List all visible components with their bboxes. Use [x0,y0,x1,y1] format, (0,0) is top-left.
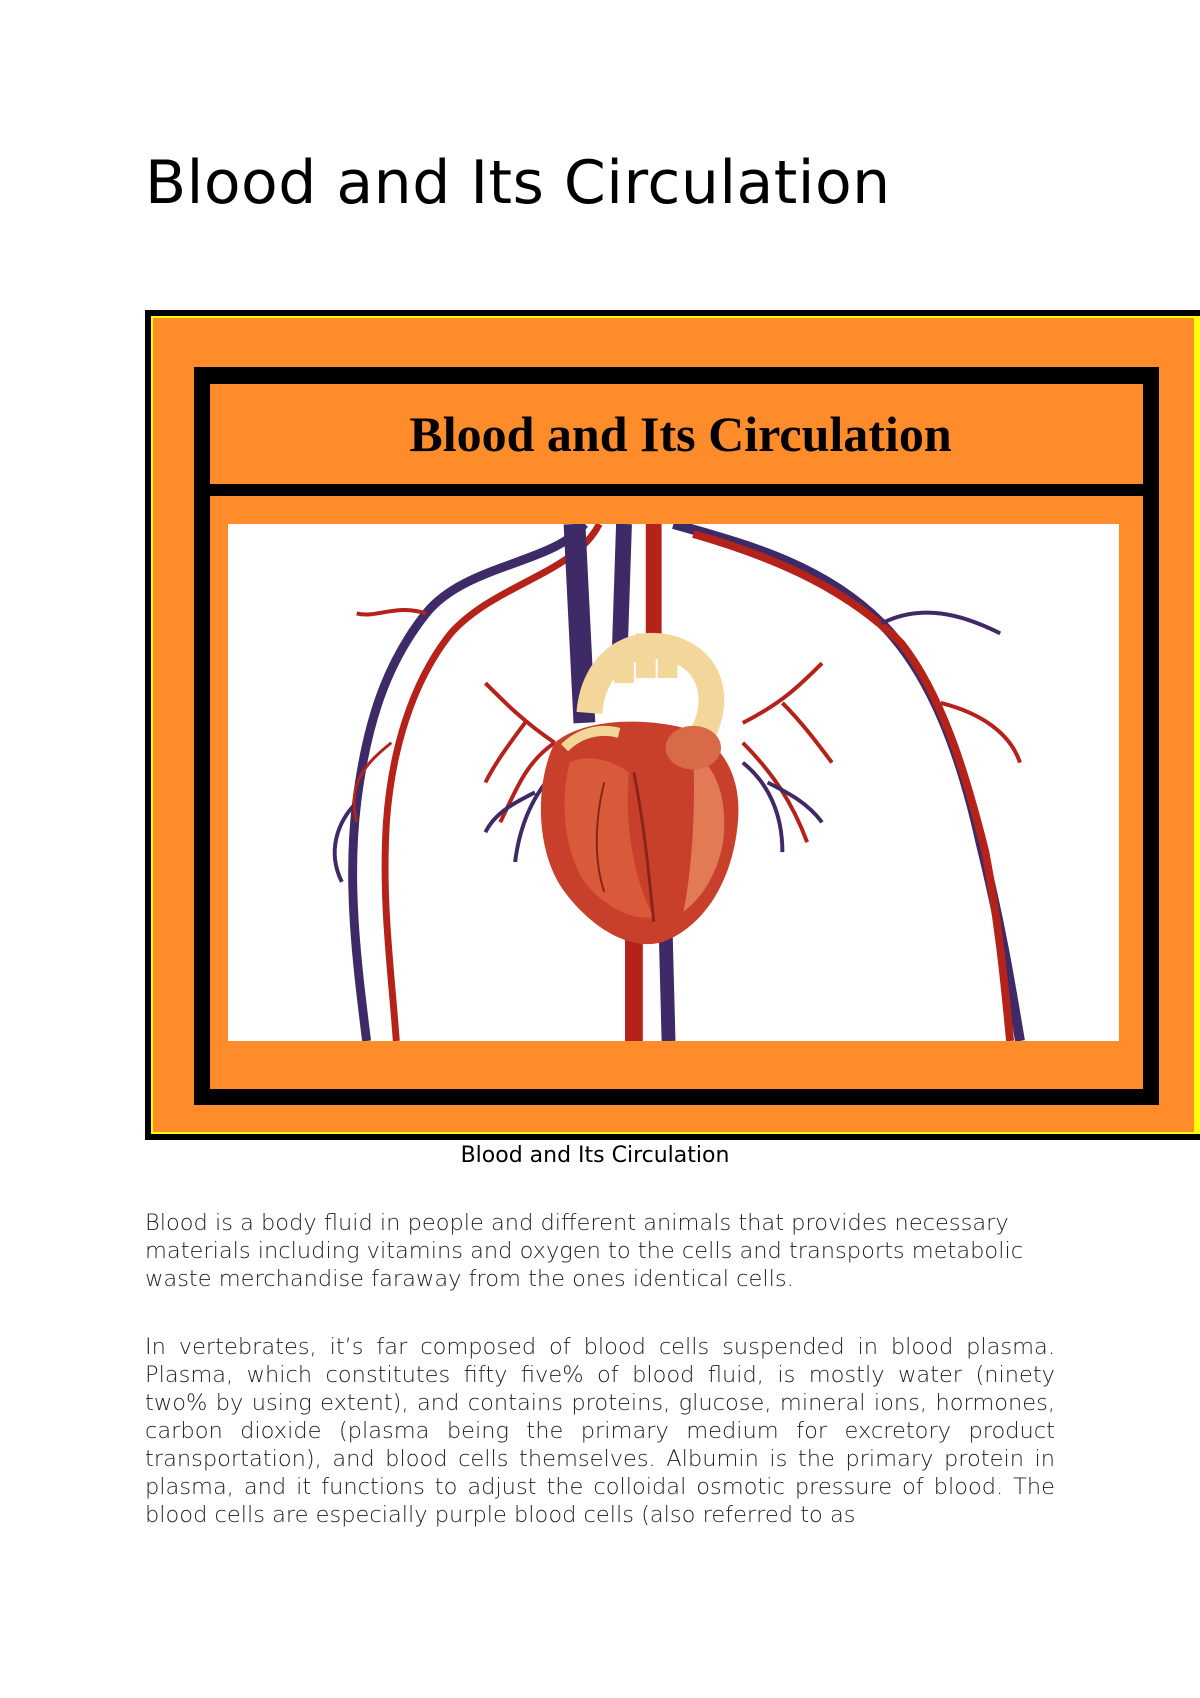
figure-caption-text: Blood and Its Circulation [460,1143,730,1168]
page-title: Blood and Its Circulation [145,148,891,218]
figure-frame [145,310,1200,1140]
figure-caption [0,1143,1200,1168]
figure-banner-text: Blood and Its Circulation [409,406,952,462]
paragraph-1: Blood is a body fluid in people and different animals that provides necessary materials including vitamins and oxygen to the cells and transports metabolic waste merchandise faraway from the ones identical cells. [145,1210,1024,1292]
heart-vessels-image [228,524,1119,1041]
figure-image-panel [210,496,1143,1089]
figure-banner [210,384,1143,484]
figure-inner-panel [194,367,1159,1105]
frame-orange-fill [153,318,1194,1132]
paragraph-2: In vertebrates, it’s far composed of blood cells suspended in blood plasma. Plasma, which constitutes fifty five% of blood fluid, is mostly water (ninety two% by using extent), and contains proteins, glucose, mineral ions, hormones, carbon dioxide (plasma being the primary medium for excretory product transportation), and blood cells themselves. Albumin is the primary protein in plasma, and it functions to adjust the colloidal osmotic pressure of blood. The blood cells are especially purple blood cells (also referred to as [145,1334,1055,1528]
heart-illustration [228,524,1119,1041]
